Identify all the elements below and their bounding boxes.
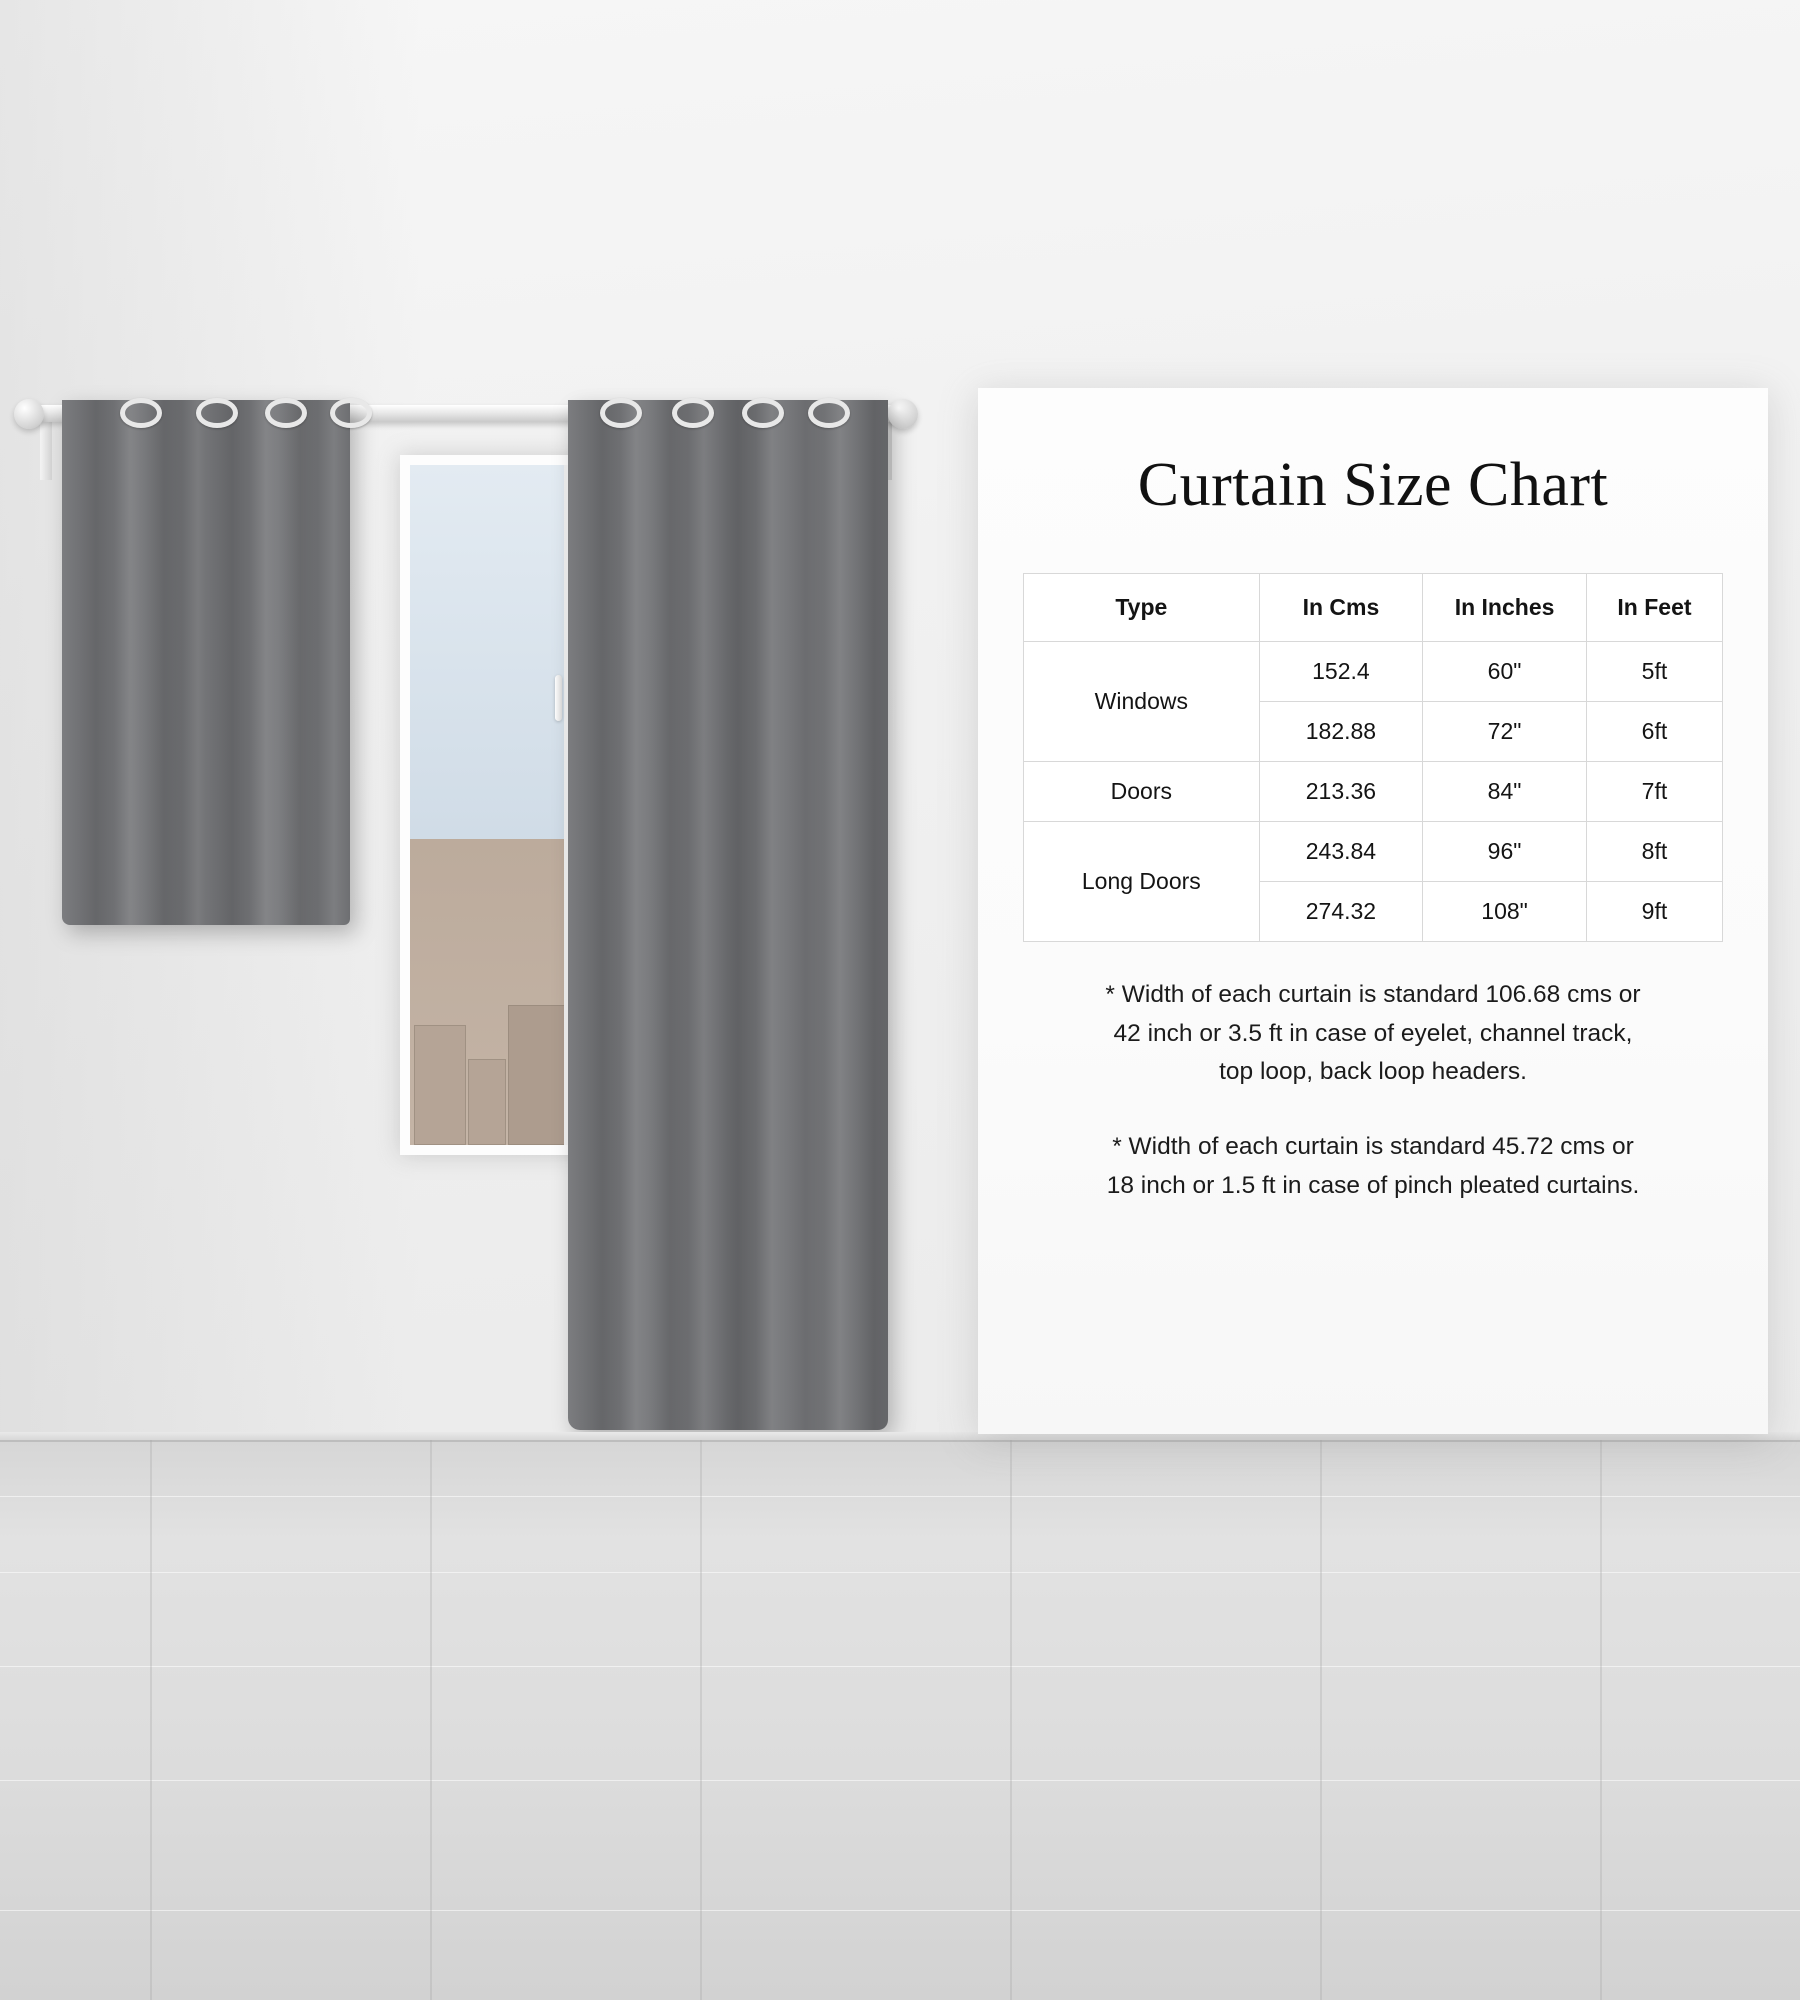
cell-inches: 60" <box>1423 642 1587 702</box>
type-windows: Windows <box>1024 642 1260 762</box>
cell-feet: 9ft <box>1586 882 1722 942</box>
curtain-size-chart-card <box>978 388 1768 1434</box>
cell-cms: 243.84 <box>1259 822 1423 882</box>
cell-cms: 274.32 <box>1259 882 1423 942</box>
rod-finial-left <box>14 399 44 429</box>
cell-cms: 213.36 <box>1259 762 1423 822</box>
note-eyelet-line3: top loop, back loop headers. <box>1219 1058 1527 1086</box>
grommet <box>330 398 372 428</box>
note-eyelet-line2: 42 inch or 3.5 ft in case of eyelet, channel track, <box>1113 1019 1633 1047</box>
note-pinch-line2: 18 inch or 1.5 ft in case of pinch pleated curtains. <box>1106 1171 1640 1199</box>
note-pinch-line1: * Width of each curtain is standard 45.72 cms or <box>1112 1133 1634 1161</box>
grommet <box>808 398 850 428</box>
cell-feet: 7ft <box>1586 762 1722 822</box>
table-row <box>1024 642 1723 702</box>
cell-feet: 5ft <box>1586 642 1722 702</box>
notes <box>1024 976 1722 1206</box>
size-table <box>1023 573 1723 942</box>
type-long-doors: Long Doors <box>1024 822 1260 942</box>
table-header-row <box>1024 574 1723 642</box>
cell-feet: 8ft <box>1586 822 1722 882</box>
header-inches: In Inches <box>1423 574 1587 642</box>
rod-finial-right <box>888 399 918 429</box>
cell-inches: 72" <box>1423 702 1587 762</box>
note-pinch-pleated <box>1024 1128 1722 1205</box>
page-title: Curtain Size Chart <box>1137 451 1609 519</box>
floor <box>0 1440 1800 2000</box>
grommet <box>600 398 642 428</box>
cell-inches: 84" <box>1423 762 1587 822</box>
window-handle-left[interactable] <box>555 675 562 721</box>
header-cms: In Cms <box>1259 574 1423 642</box>
cell-inches: 108" <box>1423 882 1587 942</box>
grommet <box>265 398 307 428</box>
table-row <box>1024 762 1723 822</box>
header-feet: In Feet <box>1586 574 1722 642</box>
right-curtain <box>568 400 888 1430</box>
header-type: Type <box>1024 574 1260 642</box>
left-curtain <box>62 400 350 925</box>
cell-inches: 96" <box>1423 822 1587 882</box>
note-eyelet <box>1024 976 1722 1092</box>
grommet <box>742 398 784 428</box>
grommet <box>120 398 162 428</box>
cell-feet: 6ft <box>1586 702 1722 762</box>
table-row <box>1024 822 1723 882</box>
cell-cms: 152.4 <box>1259 642 1423 702</box>
grommet <box>672 398 714 428</box>
grommet <box>196 398 238 428</box>
type-doors: Doors <box>1024 762 1260 822</box>
rod-bracket-left <box>40 418 52 480</box>
cell-cms: 182.88 <box>1259 702 1423 762</box>
note-eyelet-line1: * Width of each curtain is standard 106.68 cms or <box>1105 981 1641 1008</box>
